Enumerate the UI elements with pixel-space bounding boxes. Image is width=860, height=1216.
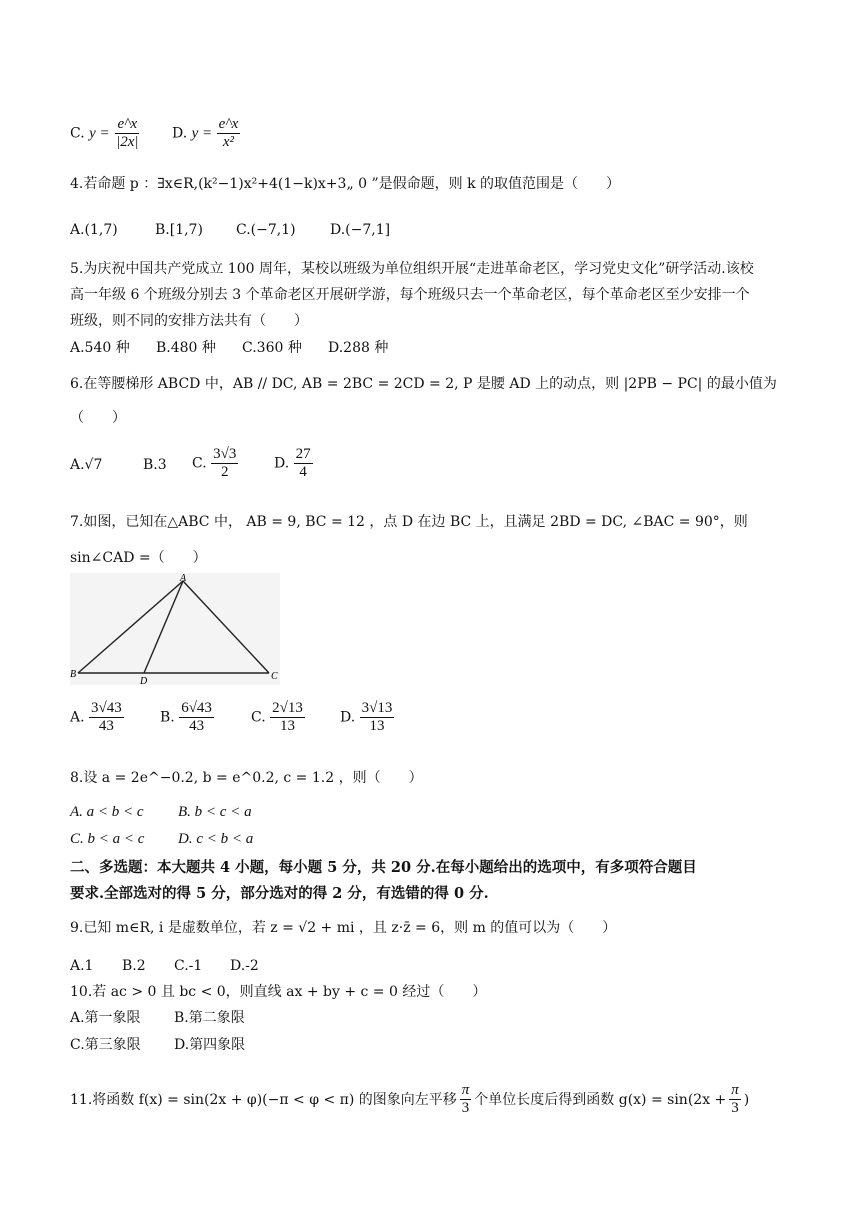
fraction-denominator: 13 [369,718,385,734]
q9-option-a: A.1 [70,958,94,974]
option-label: D. [172,125,188,142]
fraction [89,700,124,735]
q3-option-c [70,116,141,151]
figure-background [70,573,280,685]
q10-option-c: C.第三象限 [70,1037,141,1053]
fraction-numerator: 3√13 [361,700,393,716]
q8-option-b: B. b < c < a [178,804,252,820]
q10-option-a: A.第一象限 [70,1010,141,1026]
option-label: C. [192,455,207,472]
fraction-numerator: 2√13 [272,700,303,716]
q5-option-a: A.540 种 [70,340,130,356]
q6-option-b: B.3 [143,457,167,473]
q8-question: 8.设 a = 2e^−0.2, b = e^0.2, c = 1.2 ，则（ ） [70,770,423,786]
fraction [294,446,313,481]
fraction-denominator: 3 [731,1100,739,1116]
q6-line-2: （ ） [70,410,126,426]
q3-option-d [172,116,240,151]
option-label: D. [340,709,356,726]
fraction [179,700,214,735]
fraction-numerator: 6√43 [181,700,212,716]
q4-option-a: A.(1,7) [70,222,118,238]
q9-option-b: B.2 [122,958,146,974]
q7-option-a [70,700,124,735]
fraction-denominator: x² [222,134,235,150]
vertex-label-b: B [70,669,77,680]
math-expression: y = [191,125,213,142]
q5-line-1: 5.为庆祝中国共产党成立 100 周年，某校以班级为单位组织开展“走进革命老区，学习党史文化”研学活动.该校 [70,261,754,277]
q7-line-2: sin∠CAD =（ ） [70,550,207,566]
fraction [270,700,305,735]
option-label: B. [160,709,175,726]
fraction-denominator: |2x| [116,134,139,150]
q7-line-1: 7.如图，已知在△ABC 中， AB = 9, BC = 12 ，点 D 在边 BC 上，且满足 2BD = DC, ∠BAC = 90°，则 [70,514,748,530]
fraction [729,1082,741,1117]
q11-question [70,1082,749,1117]
q8-option-a: A. a < b < c [70,804,144,820]
option-label: A. [70,709,85,726]
fraction [360,700,395,735]
q9-question: 9.已知 m∈R, i 是虚数单位，若 z = √2 + mi ，且 z·z̄ = 6，则 m 的值可以为（ ） [70,920,617,936]
vertex-label-a: A [180,573,187,584]
fraction-numerator: 3√3 [213,446,237,462]
q10-question: 10.若 ac > 0 且 bc < 0，则直线 ax + by + c = 0 经过（ ） [70,984,487,1000]
option-label: C. [70,125,85,142]
q11-text-middle: 个单位长度后得到函数 g(x) = sin(2x + [474,1091,727,1108]
fraction [114,116,140,151]
q4-option-d: D.(−7,1] [330,222,391,238]
q7-option-b [160,700,214,735]
q4-question: 4.若命题 p ：∃x∈R,(k²−1)x²+4(1−k)x+3„ 0 ”是假命题，则 k 的取值范围是（ ） [70,176,621,192]
q6-option-a: A.√7 [70,457,103,473]
option-label: C. [251,709,266,726]
triangle-figure [70,573,280,689]
fraction-denominator: 3 [461,1100,470,1116]
section-heading-line-2: 要求.全部选对的得 5 分，部分选对的得 2 分，有选错的得 0 分. [70,885,489,902]
fraction-numerator: e^x [218,116,239,132]
fraction-numerator: 27 [295,446,311,462]
fraction-numerator: 3√43 [91,700,122,716]
fraction-denominator: 4 [299,464,307,480]
fraction-denominator: 43 [98,718,114,734]
fraction-denominator: 13 [279,718,295,734]
q6-option-c [192,446,238,481]
q5-line-2: 高一年级 6 个班级分别去 3 个革命老区开展研学游，每个班级只去一个革命老区，每个革命老区至少安排一个 [70,287,750,303]
q6-line-1: 6.在等腰梯形 ABCD 中，AB // DC, AB = 2BC = 2CD = 2, P 是腰 AD 上的动点，则 |2PB − PC| 的最小值为 [70,376,777,392]
fraction [460,1082,472,1117]
q4-option-b: B.[1,7) [155,222,203,238]
option-label: D. [274,455,290,472]
q5-option-c: C.360 种 [242,340,302,356]
q9-option-c: C.-1 [174,958,203,974]
q11-text-end: ) [743,1091,750,1108]
q8-option-d: D. c < b < a [178,831,254,847]
vertex-label-c: C [271,671,278,682]
triangle-diagram [70,573,280,685]
fraction-numerator: π [731,1082,739,1098]
q9-option-d: D.-2 [230,958,259,974]
q5-option-b: B.480 种 [156,340,216,356]
vertex-label-d: D [140,676,148,685]
q10-option-b: B.第二象限 [174,1010,245,1026]
math-expression: y = [89,125,110,142]
fraction-denominator: 2 [220,464,229,480]
q6-option-d [274,446,313,481]
section-heading-line-1: 二、多选题：本大题共 4 小题，每小题 5 分，共 20 分.在每小题给出的选项中，有多项符合题目 [70,859,697,876]
q7-option-d [340,700,394,735]
q4-option-c: C.(−7,1) [236,222,296,238]
fraction-denominator: 43 [189,718,205,734]
fraction [211,446,238,481]
q11-text-start: 11.将函数 f(x) = sin(2x + φ)(−π < φ < π) 的图象向左平移 [70,1091,457,1108]
q8-option-c: C. b < a < c [70,831,145,847]
fraction [217,116,241,151]
q10-option-d: D.第四象限 [174,1037,246,1053]
q7-option-c [251,700,305,735]
fraction-numerator: e^x [117,116,138,132]
q5-line-3: 班级，则不同的安排方法共有（ ） [70,313,308,329]
fraction-numerator: π [461,1082,470,1098]
q5-option-d: D.288 种 [328,340,389,356]
